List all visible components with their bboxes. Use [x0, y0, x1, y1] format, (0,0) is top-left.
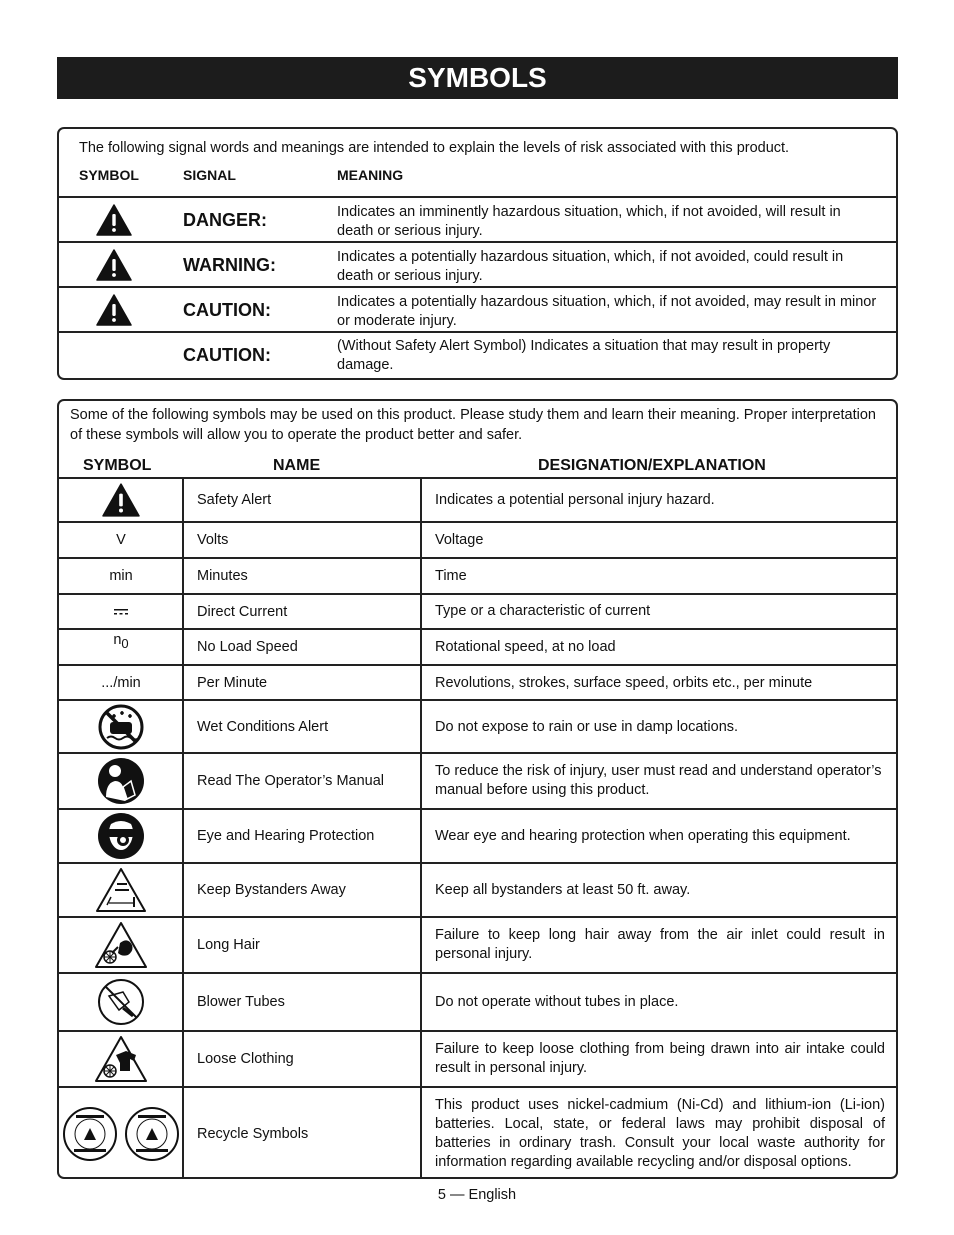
safety-alert-icon [102, 483, 140, 517]
signal-meaning: Indicates a potentially hazardous situation, which, if not avoided, may result in minor or moderate injury. [337, 294, 877, 329]
symbol-designation: Failure to keep loose clothing from being drawn into air intake could result in personal injury. [435, 1041, 885, 1076]
signal-row [59, 331, 896, 380]
header-signal: SIGNAL [183, 167, 236, 183]
recycle-seal-icon [124, 1106, 180, 1162]
keep-bystanders-away-icon [95, 867, 147, 913]
table-row [59, 972, 896, 1030]
symbol-text: V [116, 532, 126, 548]
symbol-name: Direct Current [197, 603, 288, 620]
symbol-designation: Failure to keep long hair away from the air inlet could result in personal injury. [435, 927, 885, 962]
symbol-designation: Voltage [435, 531, 484, 548]
safety-alert-icon [96, 249, 132, 281]
direct-current-icon [114, 608, 128, 616]
table-row [59, 1086, 896, 1179]
table-row [59, 862, 896, 916]
wet-conditions-icon [98, 704, 144, 750]
signal-meaning: Indicates a potentially hazardous situation, which, if not avoided, could result in death or serious injury. [337, 249, 844, 284]
blower-tubes-icon [97, 978, 145, 1026]
signal-meaning: (Without Safety Alert Symbol) Indicates a situation that may result in property damage. [337, 338, 831, 373]
table-row [59, 1030, 896, 1086]
table-row [59, 752, 896, 808]
header-designation: DESIGNATION/EXPLANATION [538, 457, 766, 474]
symbol-name: Read The Operator’s Manual [197, 773, 384, 789]
table-row [59, 628, 896, 664]
eye-hearing-protection-icon [97, 812, 145, 860]
symbols-table [57, 399, 898, 1179]
page-footer: 5 — English [437, 1187, 517, 1203]
symbol-designation: Indicates a potential personal injury hazard. [435, 491, 715, 508]
symbol-name: No Load Speed [197, 639, 298, 655]
symbol-name: Long Hair [197, 937, 260, 953]
table-row [59, 808, 896, 862]
header-name: NAME [273, 457, 321, 474]
symbol-designation: Do not expose to rain or use in damp locations. [435, 718, 739, 735]
symbol-designation: Time [435, 567, 467, 584]
symbol-designation: Do not operate without tubes in place. [435, 993, 679, 1010]
symbol-name: Loose Clothing [197, 1051, 294, 1067]
symbol-name: Blower Tubes [197, 994, 285, 1010]
table-row [59, 557, 896, 593]
header-symbol: SYMBOL [83, 457, 152, 474]
signal-intro: The following signal words and meanings are intended to explain the levels of risk associated with this product. [79, 140, 790, 156]
long-hair-icon [94, 921, 148, 969]
symbol-designation: Rotational speed, at no load [435, 638, 616, 655]
signal-row [59, 241, 896, 286]
read-manual-icon [97, 757, 145, 805]
symbol-designation: Keep all bystanders at least 50 ft. away. [435, 881, 691, 898]
symbol-designation: This product uses nickel-cadmium (Ni-Cd) and lithium-ion (Li-ion) batteries. Local, state, or federal laws may prohibit disposal of batteries in ordinary trash. Consult your local waste authority for information regarding available recycling and/or disposal options. [435, 1096, 885, 1170]
symbol-name: Minutes [197, 568, 248, 584]
symbol-text: .../min [101, 675, 141, 691]
symbol-designation: Revolutions, strokes, surface speed, orbits etc., per minute [435, 674, 813, 691]
table-row [59, 699, 896, 753]
safety-alert-icon [96, 294, 132, 326]
no-load-speed-symbol: $n_0$ [113, 632, 129, 651]
symbol-designation: Type or a characteristic of current [435, 603, 651, 619]
signal-word: CAUTION: [183, 300, 271, 320]
signal-word: CAUTION: [183, 345, 271, 365]
signal-meaning: Indicates an imminently hazardous situation, which, if not avoided, will result in death or serious injury. [337, 204, 841, 239]
symbol-name: Keep Bystanders Away [197, 882, 346, 898]
signal-word: WARNING: [183, 255, 276, 275]
table-row [59, 664, 896, 700]
table-row [59, 477, 896, 521]
symbols-intro: Some of the following symbols may be used on this product. Please study them and learn their meaning. Proper interpretation of these symbols will allow you to operate the product better and safer. [70, 407, 876, 443]
symbol-name: Safety Alert [197, 492, 272, 508]
signal-word: DANGER: [183, 210, 267, 230]
header-symbol: SYMBOL [79, 167, 139, 183]
symbol-designation: To reduce the risk of injury, user must read and understand operator’s manual before using this product. [435, 763, 882, 798]
signal-words-table [57, 127, 898, 380]
symbol-designation: Wear eye and hearing protection when operating this equipment. [435, 827, 851, 844]
recycle-seal-icon [62, 1106, 118, 1162]
symbol-name: Eye and Hearing Protection [197, 828, 375, 844]
symbol-text: min [109, 568, 133, 584]
signal-row [59, 286, 896, 331]
page-title: SYMBOLS [57, 57, 898, 99]
signal-row [59, 196, 896, 241]
safety-alert-icon [96, 204, 132, 236]
symbol-name: Per Minute [197, 675, 268, 691]
table-row [59, 593, 896, 628]
loose-clothing-icon [94, 1035, 148, 1083]
header-meaning: MEANING [337, 167, 404, 183]
symbol-name: Volts [197, 532, 229, 548]
table-row [59, 521, 896, 557]
symbol-name: Recycle Symbols [197, 1125, 309, 1142]
symbol-name: Wet Conditions Alert [197, 719, 329, 735]
table-row [59, 916, 896, 972]
